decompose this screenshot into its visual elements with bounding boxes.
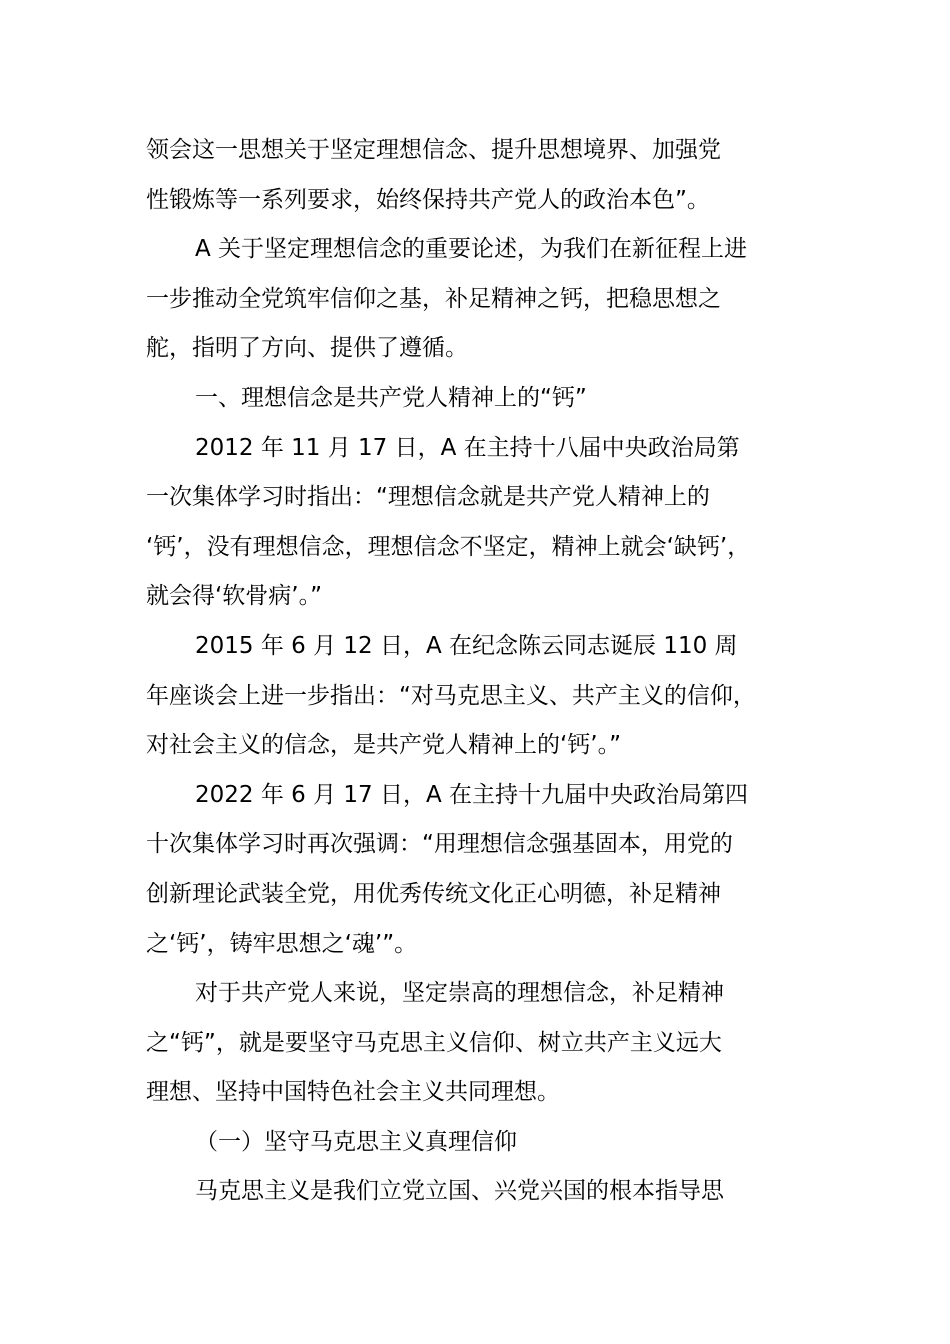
text-line: 性锻炼等一系列要求，始终保持共产党人的政治本色”。: [146, 186, 710, 213]
text-line: 对于共产党人来说，坚定崇高的理想信念，补足精神: [195, 980, 724, 1007]
text-line: 领会这一思想关于坚定理想信念、提升思想境界、加强党: [146, 137, 721, 163]
text-line: 年座谈会上进一步指出：“对马克思主义、共产主义的信仰，: [146, 682, 756, 709]
text-line: 创新理论武装全党，用优秀传统文化正心明德，补足精神: [146, 880, 721, 907]
text-line: 理想、坚持中国特色社会主义共同理想。: [146, 1079, 560, 1106]
text-line: 就会得‘软骨病’。”: [146, 583, 323, 610]
text-line: 2022 年 6 月 17 日，A 在主持十九届中央政治局第四: [195, 781, 749, 808]
text-line: 一步推动全党筑牢信仰之基，补足精神之钙，把稳思想之: [146, 285, 721, 312]
text-line: 之‘钙’，铸牢思想之‘魂’”。: [146, 930, 418, 957]
text-line: 舵，指明了方向、提供了遵循。: [146, 335, 468, 362]
section-heading: 一、理想信念是共产党人精神上的“钙”: [195, 384, 587, 411]
text-line: 之“钙”，就是要坚守马克思主义信仰、树立共产主义远大: [146, 1029, 722, 1056]
text-line: A 关于坚定理想信念的重要论述，为我们在新征程上进: [195, 236, 748, 263]
text-line: 2015 年 6 月 12 日，A 在纪念陈云同志诞辰 110 周: [195, 632, 738, 659]
text-line: 马克思主义是我们立党立国、兴党兴国的根本指导思: [195, 1178, 724, 1205]
document-body: [146, 126, 846, 1217]
text-line: 一次集体学习时指出：“理想信念就是共产党人精神上的: [146, 484, 710, 511]
text-line: ‘钙’，没有理想信念，理想信念不坚定，精神上就会‘缺钙’，: [146, 533, 751, 560]
text-line: 对社会主义的信念，是共产党人精神上的‘钙’。”: [146, 732, 622, 759]
text-line: 十次集体学习时再次强调：“用理想信念强基固本，用党的: [146, 831, 733, 858]
text-line: 2012 年 11 月 17 日，A 在主持十八届中央政治局第: [195, 434, 740, 461]
subsection-heading: （一）坚守马克思主义真理信仰: [195, 1128, 517, 1155]
